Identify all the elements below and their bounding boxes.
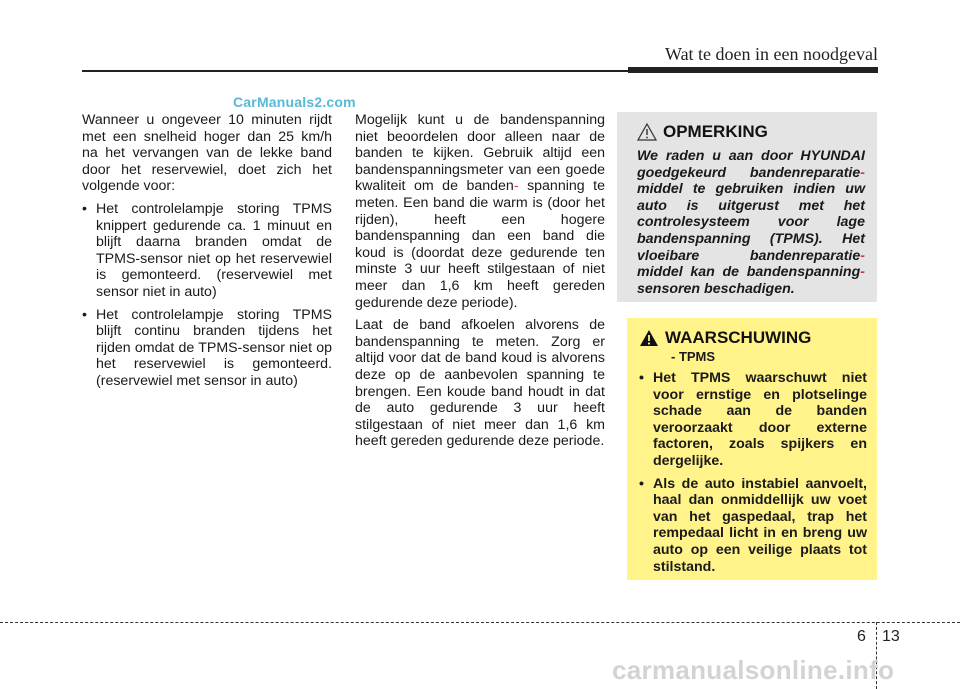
note-box bbox=[617, 112, 877, 302]
warning-title: WAARSCHUWING bbox=[665, 328, 812, 347]
note-text-a: We raden u aan door HYUNDAI goedgekeurd bandenreparatie bbox=[637, 148, 865, 181]
pressure-paragraph bbox=[355, 112, 605, 311]
warning-item: • Het TPMS waarschuwt niet voor ernstige en plotselinge schade aan de banden veroorzaakt door externe factoren, zoals spijkers en dergelijke. bbox=[639, 370, 867, 470]
chapter-number: 6 bbox=[857, 628, 866, 645]
bullet-item: • Het controlelampje storing TPMS knippert gedurende ca. 1 minuut en blijft daarna branden omdat de TPMS-sensor niet op het reservewiel is gemonteerd. (reservewiel met sensor niet in auto) bbox=[82, 201, 332, 301]
section-title: Wat te doen in een noodgeval bbox=[665, 44, 878, 64]
warning-subtitle: - TPMS bbox=[671, 349, 716, 364]
intro-paragraph: Wanneer u ongeveer 10 minuten rijdt met een snelheid hoger dan 25 km/h na het vervangen van de lekke band door het reservewiel, doet zich het volgende voor: bbox=[82, 112, 332, 195]
text-column-2 bbox=[355, 112, 605, 456]
text-column-1 bbox=[82, 112, 332, 396]
warning-list bbox=[639, 370, 867, 575]
hyphen-mark: - bbox=[860, 247, 865, 264]
hyphen-mark: - bbox=[860, 264, 865, 281]
note-text-d: sensoren beschadigen. bbox=[637, 280, 795, 297]
warning-triangle-icon bbox=[639, 329, 659, 347]
pressure-text-b: spanning te meten. Een band die warm is (door het rijden), heeft een hogere bandenspanning dan een band die koud is (doordat deze gedurende ten minste 3 uur heeft stilgestaan of niet meer dan 1,6 km heeft gereden gedurende deze periode). bbox=[355, 178, 605, 311]
header-rule-accent bbox=[628, 67, 878, 73]
warning-item: • Als de auto instabiel aanvoelt, haal dan onmiddellijk uw voet van het gaspedaal, trap het rempedaal licht in en breng uw auto op een veilige plaats tot stilstand. bbox=[639, 476, 867, 576]
note-text bbox=[637, 148, 865, 297]
hyphen-mark: - bbox=[513, 178, 519, 195]
warning-box bbox=[627, 318, 877, 580]
page-number: 13 bbox=[882, 628, 900, 645]
note-text-b: middel te gebruiken indien uw auto is uitgerust met het controlesysteem voor lage bandenspanning (TPMS). Het vloeibare bandenreparatie bbox=[637, 181, 865, 264]
hyphen-mark: - bbox=[860, 164, 865, 181]
watermark-bottom[interactable]: carmanualsonline.info bbox=[612, 655, 895, 685]
pressure-text-a: Mogelijk kunt u de bandenspanning niet beoordelen door alleen naar de banden te kijken. Gebruik altijd een bandenspanningsmeter van een goede kwaliteit om de banden bbox=[355, 112, 605, 195]
watermark-top[interactable]: CarManuals2.com bbox=[233, 94, 356, 110]
warning-header bbox=[639, 328, 867, 348]
cooling-paragraph: Laat de band afkoelen alvorens de bandenspanning te meten. Zorg er altijd voor dat de band koud is alvorens deze op de aanbevolen spanning te brengen. Een koude band houdt in dat de auto gedurende 3 uur heeft stilgestaan of niet meer dan 1,6 km heeft gereden gedurende deze periode. bbox=[355, 317, 605, 450]
note-text-c: middel kan de bandenspanning bbox=[637, 264, 861, 281]
footer-rule bbox=[0, 622, 960, 623]
note-title: OPMERKING bbox=[663, 122, 768, 141]
tpms-bullet-list bbox=[82, 201, 332, 390]
bullet-item: • Het controlelampje storing TPMS blijft continu branden tijdens het rijden omdat de TPMS-sensor niet op het reservewiel is gemonteerd. (reservewiel met sensor in auto) bbox=[82, 307, 332, 390]
caution-triangle-icon bbox=[637, 123, 657, 141]
note-header bbox=[637, 122, 865, 142]
